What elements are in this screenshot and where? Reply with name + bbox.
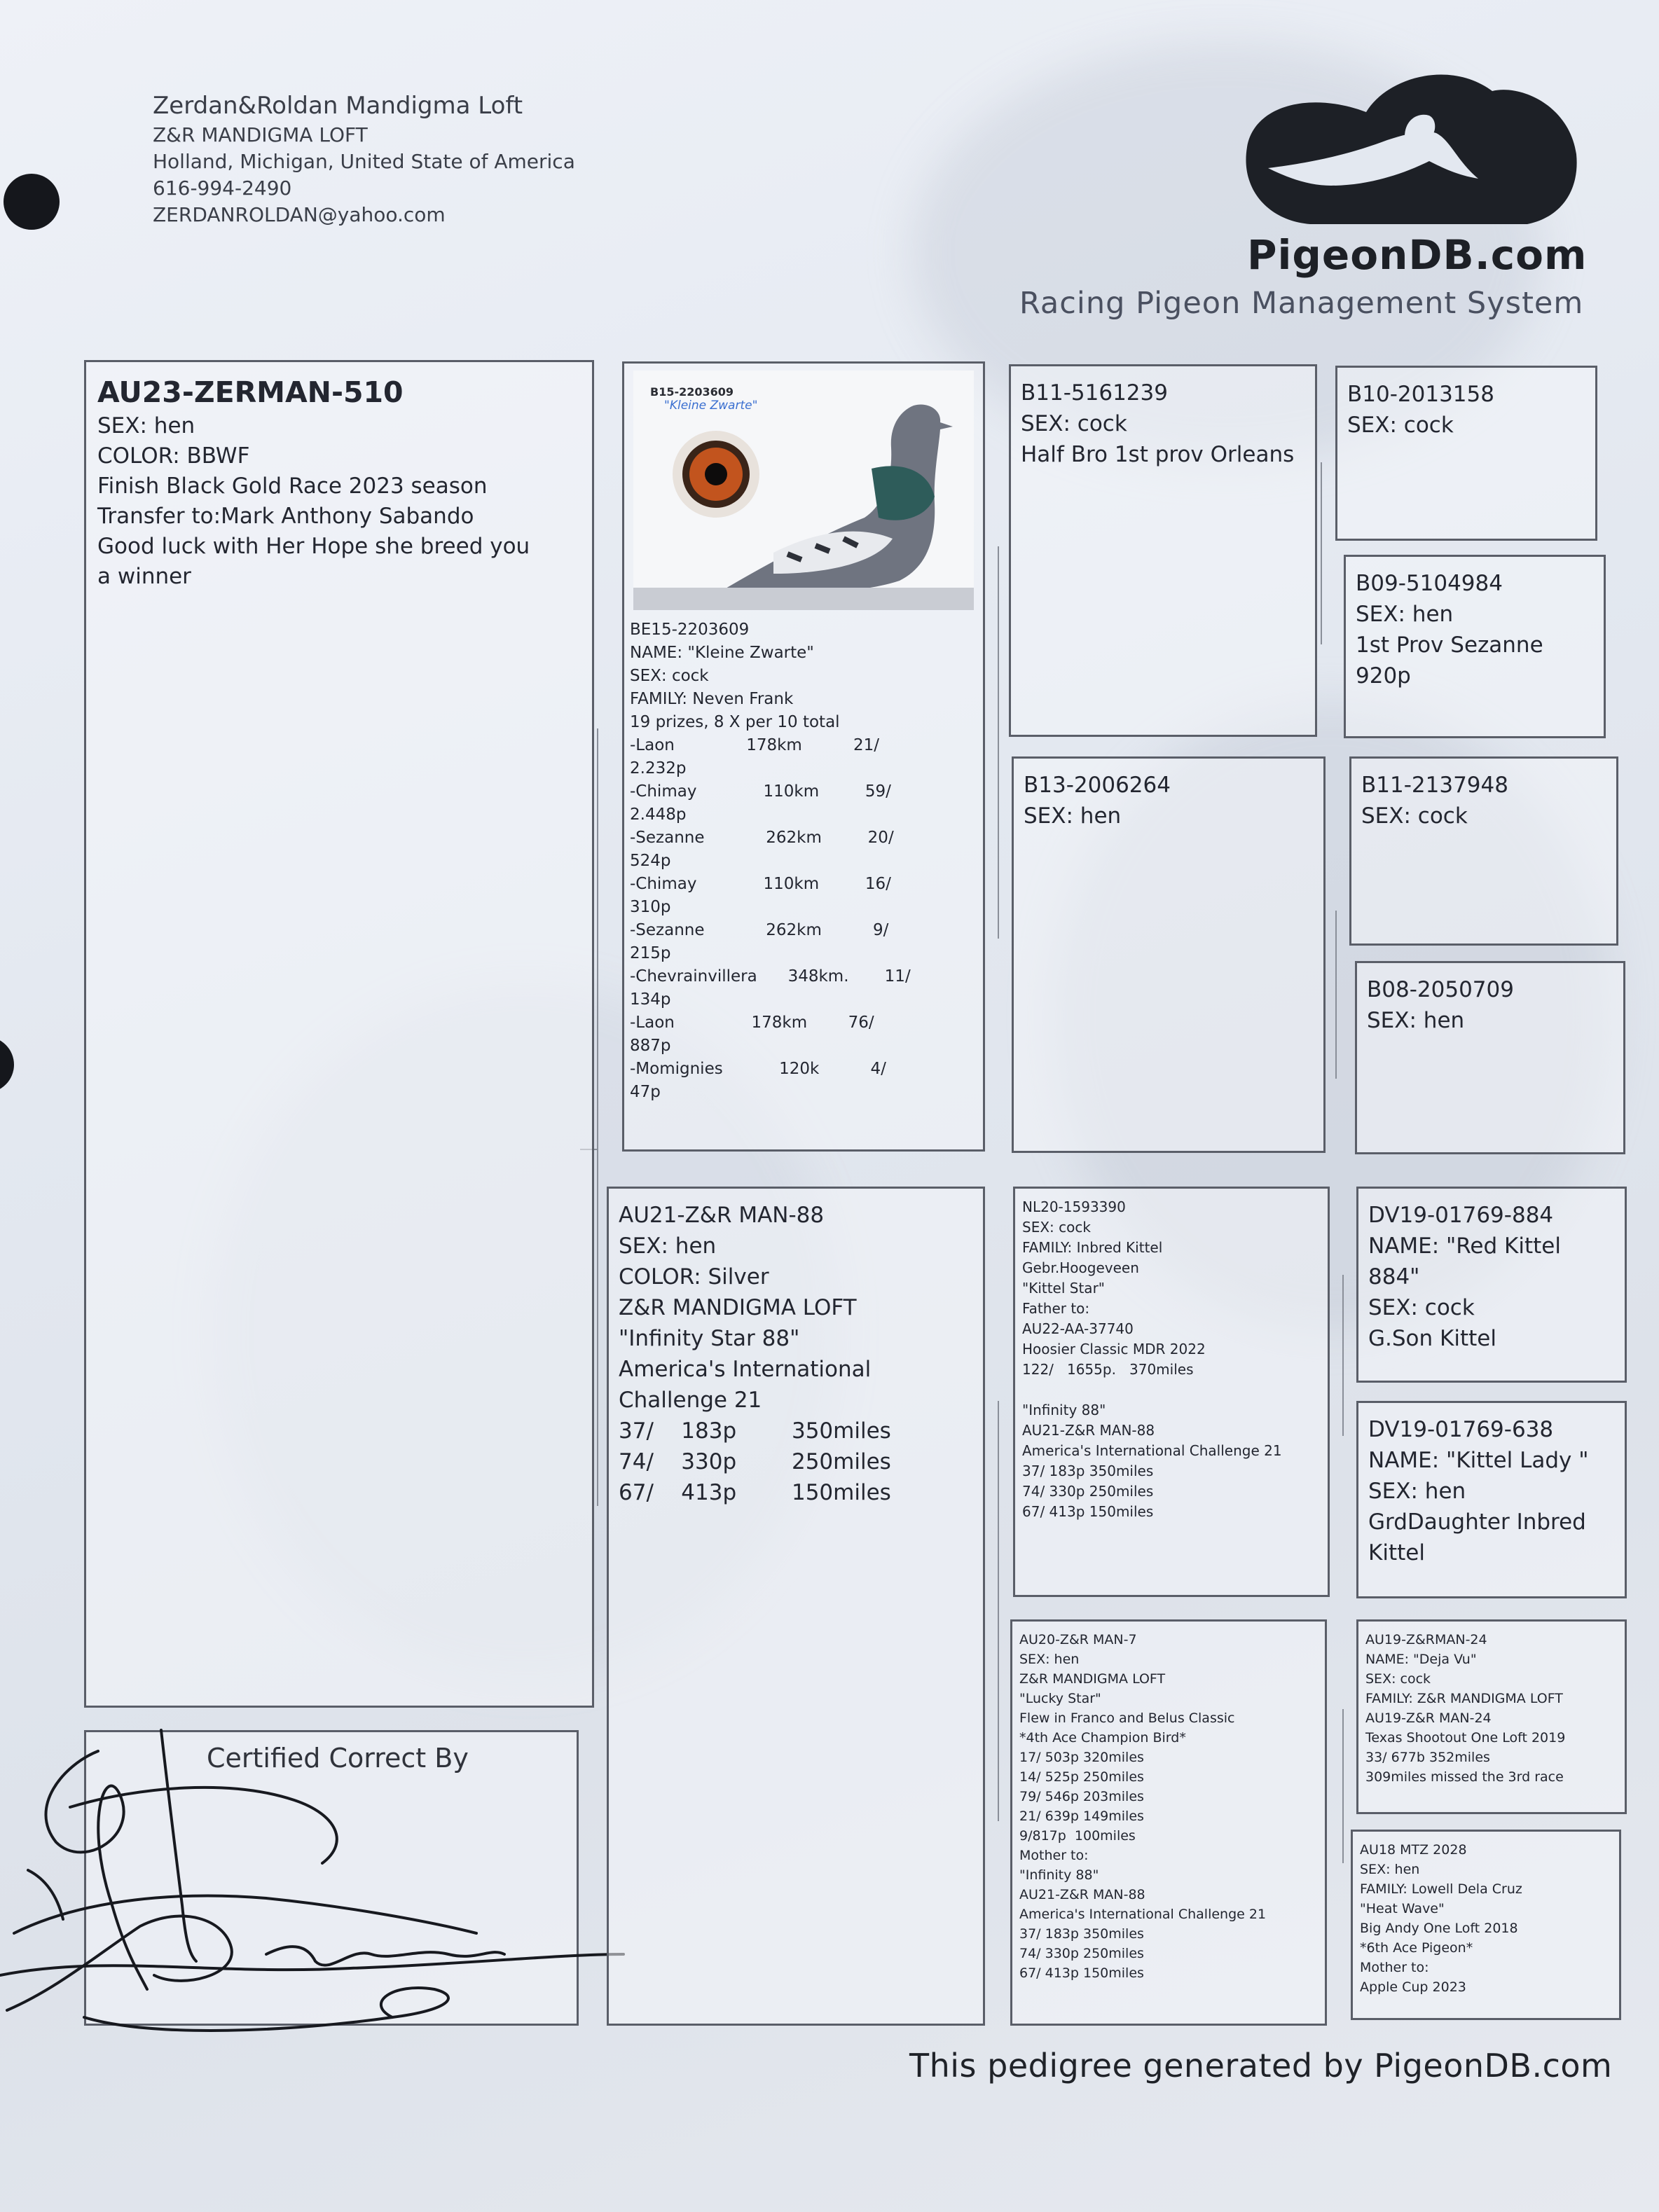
sire-box — [622, 361, 985, 1152]
sex: SEX: hen — [1024, 803, 1122, 829]
pigeon-logo-icon — [1226, 63, 1590, 231]
sire-prize-summary: 19 prizes, 8 X per 10 total — [630, 713, 840, 731]
ring-number: B11-2137948 — [1361, 773, 1508, 798]
result: 33/ 677b 352miles — [1365, 1750, 1490, 1765]
loft-email: ZERDANROLDAN@yahoo.com — [153, 203, 446, 226]
loft-short-name: Z&R MANDIGMA LOFT — [153, 123, 368, 146]
subject-note: a winner — [97, 564, 191, 589]
sire-result: 2.448p — [630, 806, 687, 824]
subject-transfer: Transfer to:Mark Anthony Sabando — [97, 504, 474, 529]
sex: SEX: cock — [1022, 1219, 1091, 1236]
name: NAME: "Deja Vu" — [1365, 1652, 1477, 1667]
tree-connector — [998, 546, 999, 939]
logo-tagline: Racing Pigeon Management System — [1019, 286, 1584, 321]
note: AU21-Z&R MAN-88 — [1019, 1887, 1145, 1902]
tree-connector — [597, 728, 598, 1506]
sire-sire-box — [1009, 364, 1317, 737]
subject-note: Finish Black Gold Race 2023 season — [97, 473, 488, 499]
note: GrdDaughter Inbred — [1368, 1509, 1586, 1535]
sire-ring-number: BE15-2203609 — [630, 621, 750, 639]
note: G.Son Kittel — [1368, 1326, 1496, 1351]
name: "Kittel Star" — [1022, 1280, 1105, 1297]
tree-connector — [1342, 1709, 1344, 1863]
sire-result: 215p — [630, 944, 671, 962]
subject-note: Good luck with Her Hope she breed you — [97, 534, 530, 559]
punch-hole — [0, 1037, 14, 1093]
tree-connector — [1342, 1275, 1344, 1436]
sire-dam-dam-box — [1355, 961, 1625, 1154]
note: Mother to: — [1019, 1848, 1089, 1863]
photo-pigeon-name: "Kleine Zwarte" — [664, 399, 758, 413]
subject-sex: SEX: hen — [97, 413, 195, 438]
name: "Lucky Star" — [1019, 1691, 1101, 1706]
sire-result: 524p — [630, 852, 671, 870]
sex: SEX: hen — [1360, 1862, 1420, 1877]
family: FAMILY: Z&R MANDIGMA LOFT — [1365, 1691, 1563, 1706]
ring-number: B08-2050709 — [1367, 977, 1514, 1002]
dam-color: COLOR: Silver — [619, 1264, 769, 1290]
note: Mother to: — [1360, 1960, 1429, 1975]
subject-box — [84, 360, 594, 1708]
spacer — [1022, 1380, 1321, 1400]
name: 884" — [1368, 1264, 1420, 1290]
result: 74/ 330p 250miles — [1019, 1946, 1144, 1961]
ring-number: AU20-Z&R MAN-7 — [1019, 1632, 1137, 1647]
subject-ring-number: AU23-ZERMAN-510 — [97, 375, 404, 409]
dam-dam-sire-box — [1356, 1619, 1627, 1814]
note: Flew in Franco and Belus Classic — [1019, 1710, 1235, 1726]
family: FAMILY: Lowell Dela Cruz — [1360, 1881, 1522, 1897]
sire-result: 47p — [630, 1083, 661, 1101]
note: Half Bro 1st prov Orleans — [1021, 442, 1295, 467]
ring-number: B10-2013158 — [1347, 382, 1494, 407]
sex: SEX: cock — [1368, 1295, 1475, 1320]
result: 74/ 330p 250miles — [1022, 1483, 1154, 1500]
note: Apple Cup 2023 — [1360, 1979, 1466, 1995]
dam-result: 37/ 183p 350miles — [619, 1418, 891, 1444]
result: 37/ 183p 350miles — [1019, 1926, 1144, 1942]
dam-note: America's International — [619, 1357, 872, 1382]
sire-result: -Chimay 110km 59/ — [630, 782, 891, 801]
sex: SEX: cock — [1361, 803, 1468, 829]
loft-phone: 616-994-2490 — [153, 177, 292, 200]
sex: SEX: hen — [1367, 1008, 1465, 1033]
note: Gebr.Hoogeveen — [1022, 1259, 1139, 1276]
note: AU22-AA-37740 — [1022, 1320, 1134, 1337]
sire-result: -Chimay 110km 16/ — [630, 875, 891, 893]
result: 37/ 183p 350miles — [1022, 1463, 1154, 1479]
dam-ring-number: AU21-Z&R MAN-88 — [619, 1203, 825, 1228]
certified-label: Certified Correct By — [207, 1743, 469, 1774]
sire-dam-box — [1012, 756, 1326, 1153]
dam-sex: SEX: hen — [619, 1233, 717, 1259]
note: AU21-Z&R MAN-88 — [1022, 1422, 1155, 1439]
note: America's International Challenge 21 — [1022, 1442, 1282, 1459]
note: Hoosier Classic MDR 2022 — [1022, 1341, 1206, 1357]
note: Big Andy One Loft 2018 — [1360, 1921, 1518, 1936]
tree-connector — [998, 1401, 999, 1821]
sex: SEX: cock — [1021, 411, 1127, 436]
dam-note: Challenge 21 — [619, 1388, 762, 1413]
loft-location: Holland, Michigan, United State of America — [153, 150, 575, 173]
dam-sire-dam-box — [1356, 1401, 1627, 1598]
note: *6th Ace Pigeon* — [1360, 1940, 1473, 1956]
tree-connector — [1321, 462, 1322, 644]
ring-number: DV19-01769-638 — [1368, 1417, 1554, 1442]
result: 17/ 503p 320miles — [1019, 1750, 1144, 1765]
sex: SEX: cock — [1347, 413, 1454, 438]
tree-connector — [1335, 911, 1337, 1079]
dam-box — [607, 1187, 985, 2026]
signature-mark — [0, 1723, 631, 2045]
note: Kittel — [1368, 1540, 1425, 1565]
note: AU19-Z&R MAN-24 — [1365, 1710, 1492, 1726]
note: America's International Challenge 21 — [1019, 1907, 1267, 1922]
result: 21/ 639p 149miles — [1019, 1809, 1144, 1824]
punch-hole — [4, 174, 60, 230]
ring-number: B09-5104984 — [1356, 571, 1503, 596]
sire-sex: SEX: cock — [630, 667, 709, 685]
ring-number: NL20-1593390 — [1022, 1198, 1126, 1215]
note: *4th Ace Champion Bird* — [1019, 1730, 1186, 1746]
dam-result: 74/ 330p 250miles — [619, 1449, 891, 1474]
note: Father to: — [1022, 1300, 1090, 1317]
subject-color: COLOR: BBWF — [97, 443, 250, 469]
ring-number: B11-5161239 — [1021, 380, 1168, 406]
ring-number: AU18 MTZ 2028 — [1360, 1842, 1467, 1858]
name: NAME: "Red Kittel — [1368, 1233, 1561, 1259]
loft: Z&R MANDIGMA LOFT — [1019, 1671, 1166, 1687]
dam-name: "Infinity Star 88" — [619, 1326, 800, 1351]
sire-result: -Momignies 120k 4/ — [630, 1060, 886, 1078]
sire-result: 134p — [630, 990, 671, 1009]
footer-credit: This pedigree generated by PigeonDB.com — [909, 2047, 1613, 2085]
ring-number: AU19-Z&RMAN-24 — [1365, 1632, 1487, 1647]
sire-result: -Chevrainvillera 348km. 11/ — [630, 967, 911, 986]
sire-result: -Sezanne 262km 20/ — [630, 829, 894, 847]
sire-result: 887p — [630, 1037, 671, 1055]
ring-number: DV19-01769-884 — [1368, 1203, 1554, 1228]
dam-result: 67/ 413p 150miles — [619, 1480, 891, 1505]
note: 920p — [1356, 663, 1411, 689]
family: FAMILY: Inbred Kittel — [1022, 1239, 1163, 1256]
sire-family: FAMILY: Neven Frank — [630, 690, 794, 708]
dam-dam-dam-box — [1351, 1830, 1621, 2020]
sex: SEX: hen — [1356, 602, 1454, 627]
loft-header — [153, 90, 575, 228]
result: 67/ 413p 150miles — [1022, 1503, 1154, 1520]
photo-ring-number: B15-2203609 — [650, 385, 734, 399]
result: 9/817p 100miles — [1019, 1828, 1136, 1844]
result: 14/ 525p 250miles — [1019, 1769, 1144, 1785]
sire-dam-sire-box — [1349, 756, 1618, 946]
logo-name: PigeonDB.com — [1247, 231, 1588, 279]
dam-sire-box — [1013, 1187, 1330, 1597]
sex: SEX: hen — [1019, 1652, 1080, 1667]
dam-sire-sire-box — [1356, 1187, 1627, 1383]
dam-dam-box — [1010, 1619, 1327, 2026]
dam-loft: Z&R MANDIGMA LOFT — [619, 1295, 857, 1320]
pigeon-photo — [633, 371, 974, 610]
sire-result: 310p — [630, 898, 671, 916]
sire-result: 2.232p — [630, 759, 687, 777]
note: "Infinity 88" — [1022, 1402, 1106, 1418]
note: "Infinity 88" — [1019, 1867, 1099, 1883]
name: "Heat Wave" — [1360, 1901, 1445, 1916]
eye-photo — [633, 371, 974, 610]
note: Texas Shootout One Loft 2019 — [1365, 1730, 1566, 1746]
sire-name: NAME: "Kleine Zwarte" — [630, 644, 814, 662]
sex: SEX: hen — [1368, 1479, 1466, 1504]
result: 122/ 1655p. 370miles — [1022, 1361, 1194, 1378]
sire-result: -Sezanne 262km 9/ — [630, 921, 889, 939]
result: 79/ 546p 203miles — [1019, 1789, 1144, 1804]
ring-number: B13-2006264 — [1024, 773, 1171, 798]
loft-name: Zerdan&Roldan Mandigma Loft — [153, 92, 523, 120]
sire-sire-dam-box — [1344, 555, 1606, 738]
note: 1st Prov Sezanne — [1356, 633, 1543, 658]
sex: SEX: cock — [1365, 1671, 1431, 1687]
sire-sire-sire-box — [1335, 366, 1597, 541]
sire-result: -Laon 178km 76/ — [630, 1014, 874, 1032]
name: NAME: "Kittel Lady " — [1368, 1448, 1589, 1473]
sire-result: -Laon 178km 21/ — [630, 736, 879, 754]
result: 67/ 413p 150miles — [1019, 1965, 1144, 1981]
note: 309miles missed the 3rd race — [1365, 1769, 1564, 1785]
